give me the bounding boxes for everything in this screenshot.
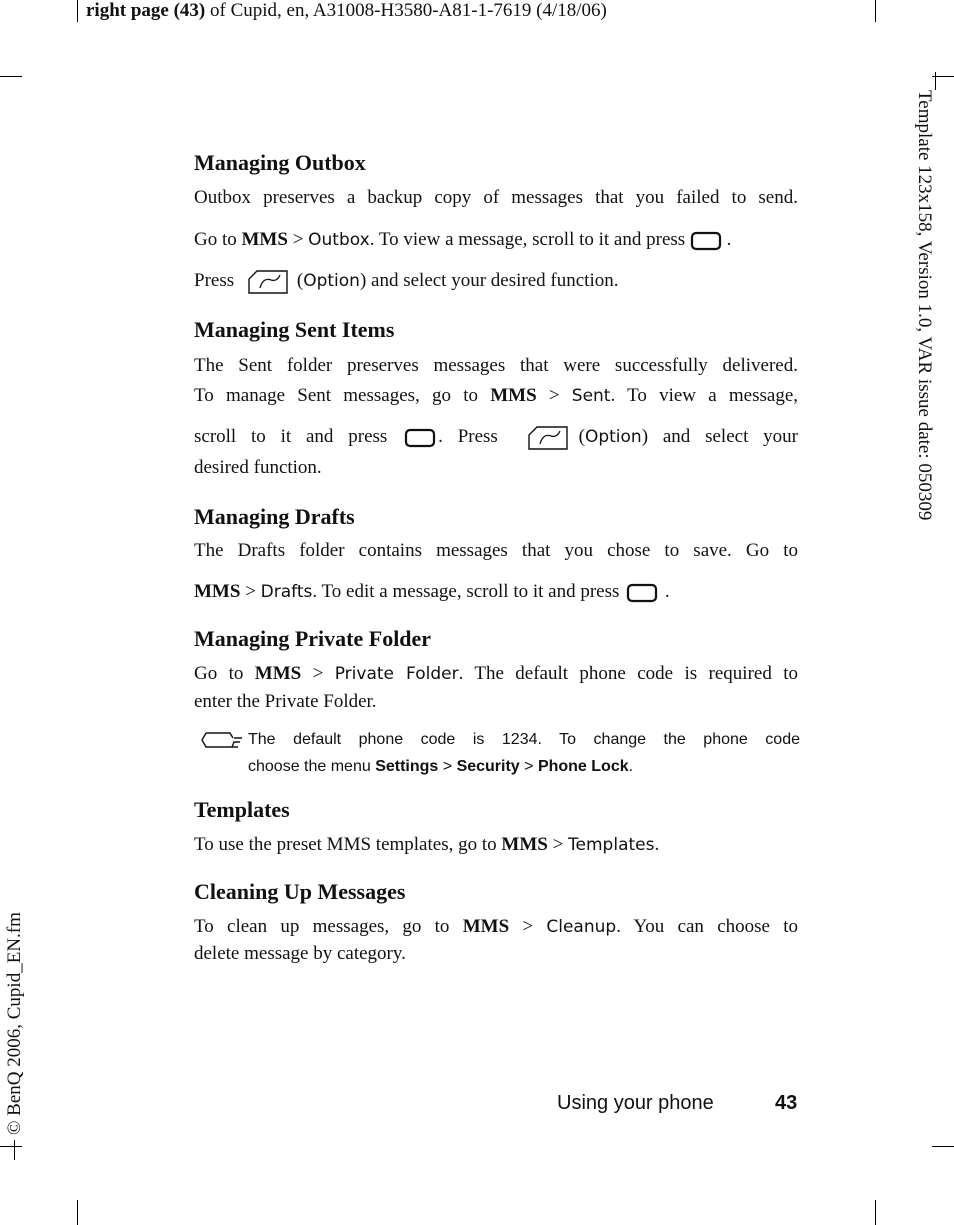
- menu-drafts: Drafts: [260, 582, 313, 602]
- drafts-paragraph-line: MMS > Drafts. To edit a message, scroll to it and press .: [194, 581, 670, 602]
- crop-mark: [0, 76, 22, 77]
- footer-section-title: Using your phone: [557, 1092, 714, 1114]
- sent-paragraph-line: scroll to it and press . Press (Option) and select your: [194, 423, 798, 451]
- menu-cleanup: Cleanup: [546, 917, 617, 937]
- outbox-instruction-line: Go to MMS > Outbox. To view a message, scroll to it and press .: [194, 229, 732, 250]
- heading-drafts: Managing Drafts: [194, 504, 355, 529]
- page-reference: right page (43): [86, 0, 206, 21]
- private-paragraph-line: enter the Private Folder.: [194, 691, 377, 712]
- menu-private-folder: Private Folder: [334, 664, 459, 684]
- note-hand-icon: [200, 730, 244, 750]
- heading-templates: Templates: [194, 797, 290, 822]
- option-softkey-icon: [247, 269, 289, 295]
- outbox-paragraph-line: Outbox preserves a backup copy of messages that you failed to send.: [194, 187, 798, 208]
- option-softkey-icon: [527, 425, 569, 451]
- heading-outbox: Managing Outbox: [194, 150, 366, 175]
- crop-mark: [875, 0, 876, 22]
- template-info: Template 123x158, Version 1.0, VAR issue date: 050309: [914, 90, 935, 521]
- cleanup-paragraph-line: To clean up messages, go to MMS > Cleanup. You can choose to: [194, 916, 798, 937]
- note-box: [200, 726, 798, 786]
- menu-templates: Templates: [568, 835, 655, 855]
- heading-sent: Managing Sent Items: [194, 317, 395, 342]
- menu-settings: Settings: [375, 758, 439, 775]
- copyright-info: © BenQ 2006, Cupid_EN.fm: [4, 912, 25, 1135]
- menu-mms: MMS: [254, 663, 302, 684]
- select-key-icon: [402, 427, 438, 449]
- menu-mms: MMS: [462, 916, 510, 937]
- private-paragraph-line: Go to MMS > Private Folder. The default phone code is required to: [194, 663, 799, 684]
- menu-mms: MMS: [501, 834, 548, 855]
- outbox-option-line: Press (Option) and select your desired function.: [194, 267, 798, 295]
- menu-security: Security: [456, 758, 520, 775]
- heading-cleanup: Cleaning Up Messages: [194, 879, 406, 904]
- crop-mark: [77, 0, 78, 22]
- crop-mark: [0, 1146, 22, 1147]
- print-header: [86, 0, 607, 22]
- sent-paragraph-line: The Sent folder preserves messages that were successfully delivered.: [194, 355, 798, 376]
- menu-outbox: Outbox: [308, 230, 370, 250]
- sent-paragraph-line: desired function.: [194, 457, 322, 478]
- option-label: Option: [584, 427, 642, 447]
- crop-mark: [14, 1140, 15, 1160]
- menu-sent: Sent: [571, 386, 611, 406]
- sent-paragraph-line: To manage Sent messages, go to MMS > Sent. To view a message,: [194, 385, 798, 406]
- page-number: 43: [775, 1092, 798, 1114]
- heading-private-folder: Managing Private Folder: [194, 626, 432, 651]
- select-key-icon: [624, 582, 660, 604]
- templates-paragraph-line: To use the preset MMS templates, go to MMS > Templates.: [194, 834, 660, 855]
- cleanup-paragraph-line: delete message by category.: [194, 943, 406, 964]
- menu-mms: MMS: [490, 385, 537, 406]
- option-label: Option: [303, 271, 360, 291]
- note-text-line: The default phone code is 1234. To change the phone code: [248, 731, 800, 748]
- menu-mms: MMS: [241, 229, 288, 250]
- menu-phone-lock: Phone Lock: [537, 758, 629, 775]
- drafts-paragraph-line: The Drafts folder contains messages that you chose to save. Go to: [194, 540, 798, 561]
- crop-mark: [875, 1200, 876, 1225]
- crop-mark: [935, 72, 936, 90]
- select-key-icon: [690, 230, 722, 252]
- menu-mms: MMS: [194, 581, 241, 602]
- crop-mark: [77, 1200, 78, 1225]
- document-details: of Cupid, en, A31008-H3580-A81-1-7619 (4/18/06): [210, 0, 607, 21]
- note-text-line: choose the menu Settings > Security > Phone Lock.: [248, 758, 634, 775]
- crop-mark: [932, 1146, 954, 1147]
